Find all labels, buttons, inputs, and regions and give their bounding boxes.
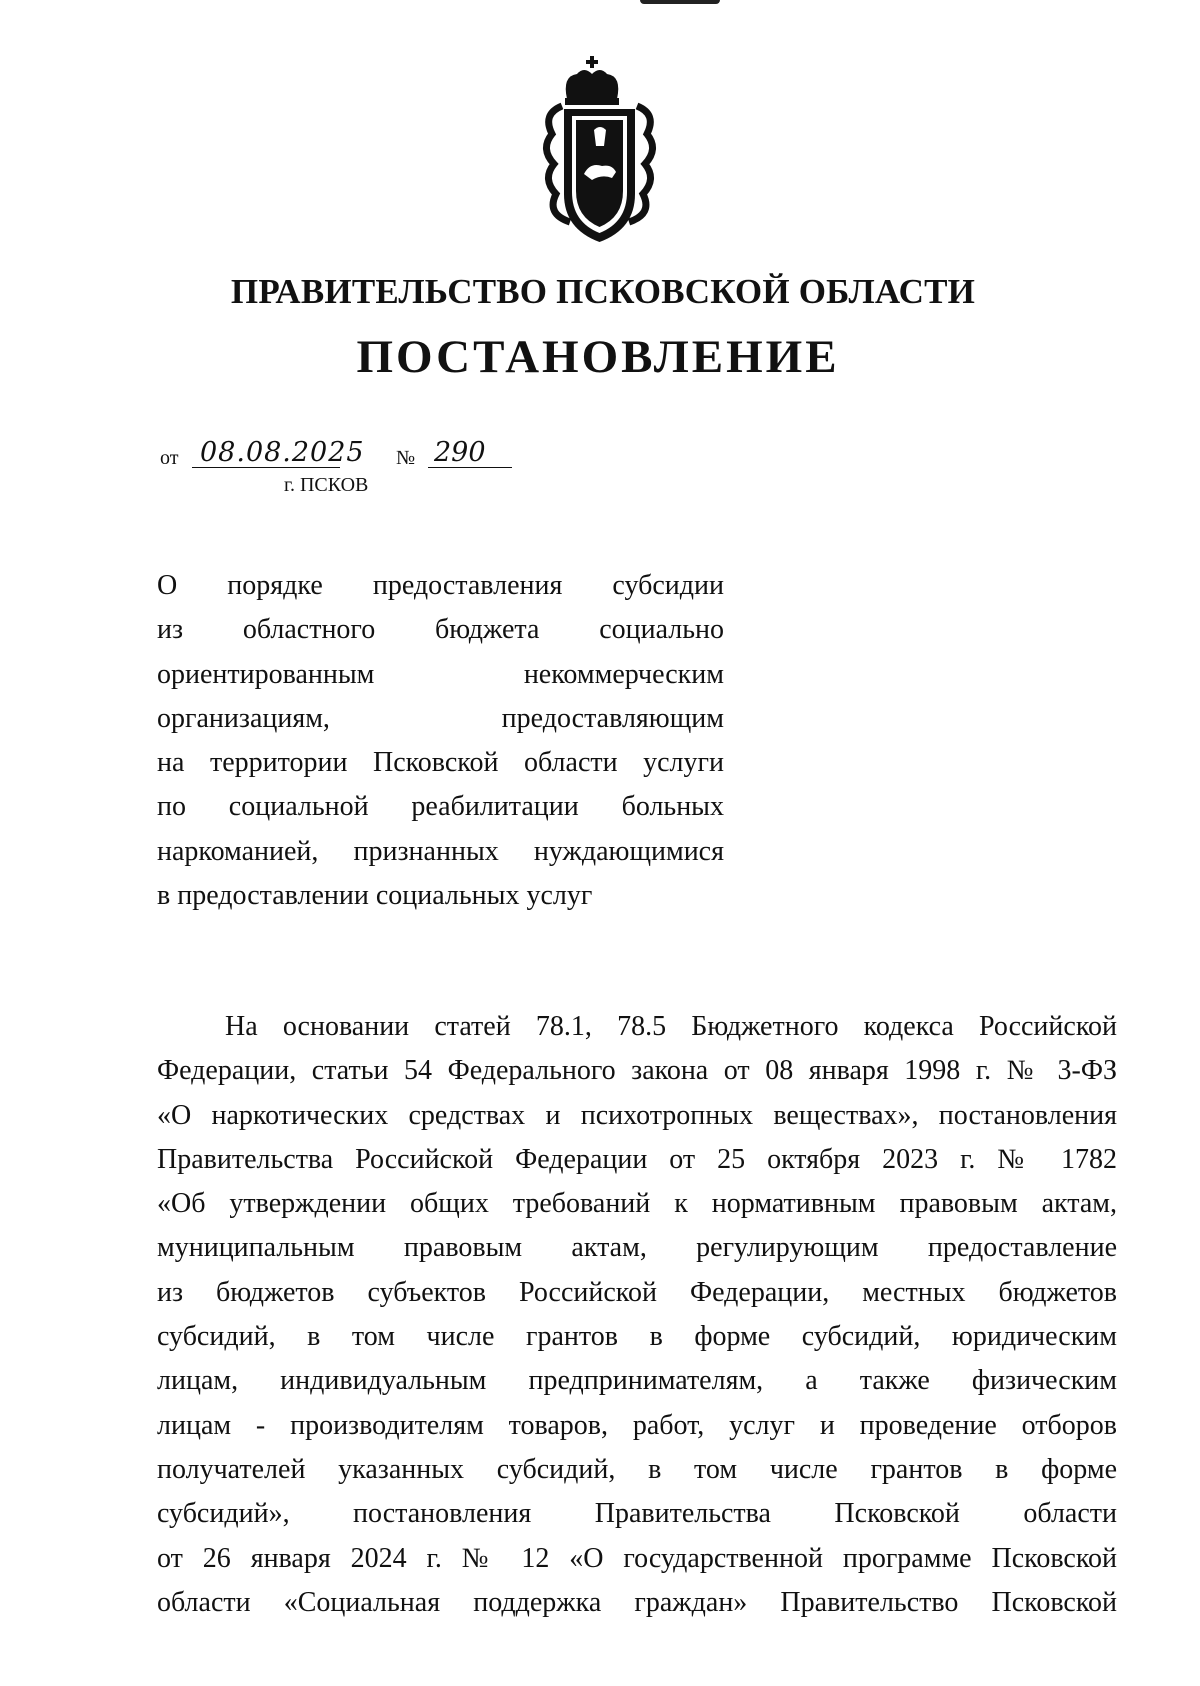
date-number-line [160,437,520,474]
handwritten-date: 08.08.2025 [192,436,340,468]
subject-line: в предоставлении социальных услуг [157,880,593,912]
body-line: субсидий», постановления Правительства Псковской области [157,1498,1117,1530]
organization-title: ПРАВИТЕЛЬСТВО ПСКОВСКОЙ ОБЛАСТИ [230,272,976,311]
subject-line: по социальной реабилитации больных [157,791,724,823]
body-line: субсидий, в том числе грантов в форме субсидий, юридическим [157,1321,1117,1353]
subject-line: из областного бюджета социально [157,614,724,646]
subject-line: на территории Псковской области услуги [157,747,724,779]
body-line: На основании статей 78.1, 78.5 Бюджетного кодекса Российской [225,1011,1117,1042]
document-body [157,1005,1117,1625]
subject-line: организациям, предоставляющим [157,702,724,734]
scan-mark [640,0,720,4]
body-line: лицам - производителям товаров, работ, услуг и проведение отборов [157,1409,1117,1441]
subject-line: ориентированным некоммерческим [157,658,724,690]
body-line: от 26 января 2024 г. № 12 «О государственной программе Псковской [157,1542,1117,1574]
body-line: из бюджетов субъектов Российской Федерации, местных бюджетов [157,1276,1117,1308]
body-line: Федерации, статьи 54 Федерального закона от 08 января 1998 г. № 3-ФЗ [157,1055,1117,1087]
body-line: Правительства Российской Федерации от 25 октября 2023 г. № 1782 [157,1143,1117,1175]
body-line: получателей указанных субсидий, в том числе грантов в форме [157,1453,1117,1485]
body-line: лицам, индивидуальным предпринимателям, а также физическим [157,1365,1117,1397]
number-prefix: № [396,447,416,469]
body-line: «Об утверждении общих требований к нормативным правовым актам, [157,1188,1117,1220]
document-subject [157,564,724,918]
body-line: «О наркотических средствах и психотропных веществах», постановления [157,1099,1117,1131]
subject-line: О порядке предоставления субсидии [157,570,724,601]
subject-line: наркоманией, признанных нуждающимися [157,835,724,867]
handwritten-number: 290 [428,436,512,468]
date-prefix: от [160,447,179,469]
document-type-title: ПОСТАНОВЛЕНИЕ [356,331,840,383]
pskov-coat-of-arms-icon [532,54,667,254]
body-line: муниципальным правовым актам, регулирующим предоставление [157,1232,1117,1264]
city-label: г. ПСКОВ [284,474,369,496]
body-line: области «Социальная поддержка граждан» Правительство Псковской [157,1586,1117,1618]
